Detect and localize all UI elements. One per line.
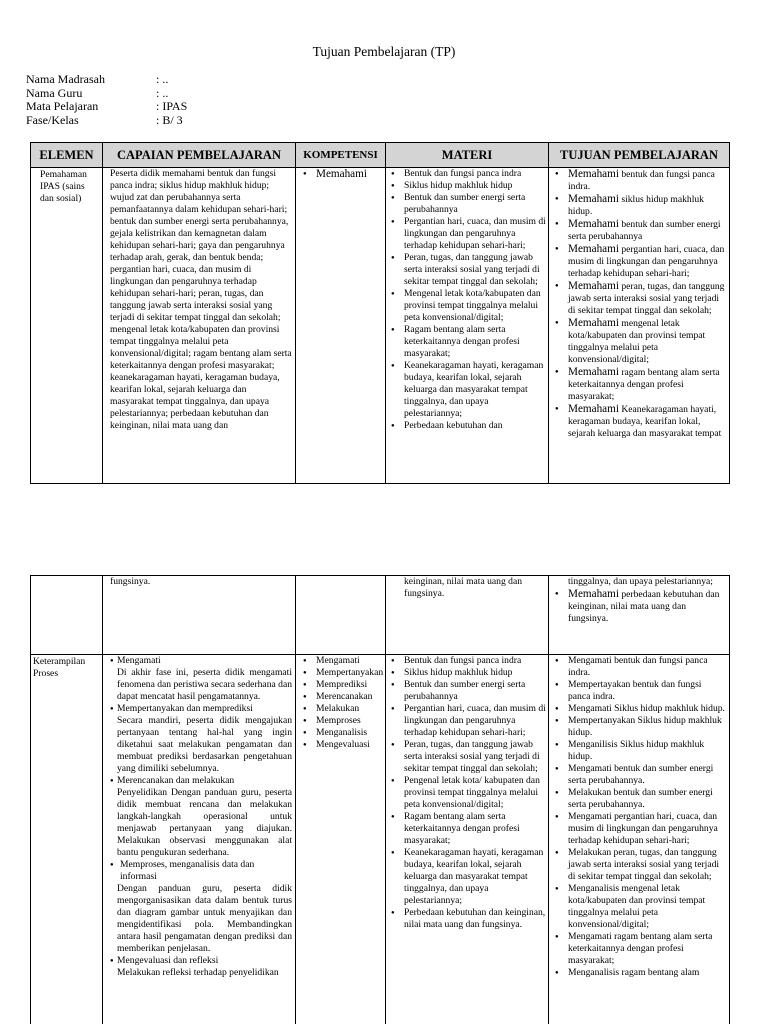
verb: Memahami [568,403,619,415]
header-kompetensi: KOMPETENSI [296,143,386,168]
cell-capaian [103,576,296,655]
list-item: ● Bentuk dan fungsi panca indra [388,168,546,180]
tp-table-part-2 [30,575,730,1024]
list-item: ● Peran, tugas, dan tanggung jawab serta interaksi sosial yang terjadi di sekitar tempat tinggal dan sekolah; [388,739,546,775]
list-item: ● Siklus hidup makhluk hidup [388,180,546,192]
elemen-text: Keterampilan Proses [33,656,86,679]
capaian-text: fungsinya. [110,576,151,587]
list-item [552,403,726,440]
cell-kompetensi [296,576,386,655]
list-item: ● Mengamati Siklus hidup makhluk hidup. [552,703,726,715]
list-item: ● Peran, tugas, dan tanggung jawab serta interaksi sosial yang terjadi di sekitar tempat tinggal dan sekolah; [388,252,546,288]
list-item: ● Pengenal letak kota/ kabupaten dan provinsi tempat tinggalnya melalui peta konvensional/digital; [388,775,546,811]
info-label: Nama Madrasah [26,72,105,86]
info-row-fase [26,114,187,128]
header-tujuan: TUJUAN PEMBELAJARAN [549,143,730,168]
cell-elemen [31,168,103,484]
verb: Memahami [568,317,619,329]
list-item [552,243,726,280]
header-elemen: ELEMEN [31,143,103,168]
list-item [552,218,726,243]
cell-kompetensi [296,168,386,484]
tp-table-part-1 [30,142,730,484]
info-label: Fase/Kelas [26,112,79,127]
list-item: ● Memahami [300,168,382,180]
list-item: ● Pergantian hari, cuaca, dan musim di lingkungan dan pengaruhnya terhadap kehidupan sehari-hari; [388,216,546,252]
tujuan-text: bentuk dan sumber energi serta perubahannya [568,219,721,242]
list-item [552,317,726,366]
list-item: ● Keanekaragaman hayati, keragaman budaya, kearifan lokal, sejarah keluarga dan masyarakat tempat tinggalnya, dan upaya pelestariannya; [388,847,546,907]
info-row-guru [26,87,187,101]
cell-capaian [103,168,296,484]
list-item: ● Mengamati bentuk dan fungsi panca indra. [552,655,726,679]
info-value: : IPAS [156,99,188,113]
capaian-paragraph: Di akhir fase ini, peserta didik mengamati fenomena dan peristiwa secara sederhana dan dapat mencatat hasil pengamatannya. [117,667,292,702]
list-item: ● Ragam bentang alam serta keterkaitannya dengan profesi masyarakat; [388,324,546,360]
list-item: ● Melakukan [300,703,382,715]
page-title: Tujuan Pembelajaran (TP) [312,44,456,59]
list-item: ● Mengenal letak kota/kabupaten dan provinsi tempat tinggalnya melalui peta konvensional/digital; [388,288,546,324]
tujuan-text: pergantian hari, cuaca, dan musim di lingkungan dan pengaruhnya terhadap kehidupan sehari-hari; [568,244,725,279]
list-item: ● Mengamati pergantian hari, cuaca, dan musim di lingkungan dan pengaruhnya terhadap kehidupan sehari-hari; [552,811,726,847]
tujuan-text: tinggalnya, dan upaya pelestariannya; [568,576,713,587]
cell-elemen [31,576,103,655]
list-item [552,588,726,625]
list-item: ● Menganalisis ragam bentang alam [552,967,726,979]
list-item [552,168,726,193]
list-item: ● Menganalisis mengenal letak kota/kabupaten dan provinsi tempat tinggalnya melalui peta konvensional/digital; [552,883,726,931]
list-item: ● Mempertanyakan Siklus hidup makhluk hidup. [552,715,726,739]
capaian-paragraph: Secara mandiri, peserta didik mengajukan pertanyaan tentang hal-hal yang ingin diketahui saat melakukan pengamatan dan membuat prediksi berdasarkan pengetahuan yang dimiliki sebelumnya. [117,715,292,774]
list-item: ● Memprediksi [300,679,382,691]
list-item: ● Merencanakan dan melakukan [110,775,292,787]
verb: Memahami [568,280,619,292]
capaian-paragraph: Melakukan refleksi terhadap penyelidikan [117,967,279,978]
list-item: ● Menganilisis Siklus hidup makhluk hidup. [552,739,726,763]
cell-tujuan [549,576,730,655]
tujuan-text: Keanekaragaman hayati, keragaman budaya, kearifan lokal, sejarah keluarga dan masyarakat tempat [568,404,722,439]
tujuan-text: mengenal letak kota/kabupaten dan provinsi tempat tinggalnya melalui peta konvensional/digital; [568,318,706,365]
info-value: : B/ 3 [156,112,183,127]
tujuan-text: peran, tugas, dan tanggung jawab serta interaksi sosial yang terjadi di sekitar tempat tinggal dan sekolah; [568,281,725,316]
info-label: Mata Pelajaran [26,99,99,113]
capaian-text: Peserta didik memahami bentuk dan fungsi panca indra; siklus hidup makhluk hidup; wujud zat dan perubahannya serta pemanfaatannya dalam kehidupan sehari-hari; bentuk dan sumber energi serta perubahannya, gejala kelistrikan dan kemagnetan dalam kehidupan sehari-hari; gaya dan pengaruhnya terhadap arah, gerak, dan bentuk benda; pergantian hari, cuaca, dan musim di lingkungan dan pengaruhnya terhadap kehidupan sehari-hari; peran, tugas, dan tanggung jawab serta interaksi sosial yang terjadi di sekitar tempat tinggal dan sekolah; mengenal letak kota/kabupaten dan provinsi tempat tinggalnya melalui peta konvensional/digital; ragam bentang alam serta keterkaitannya dengan profesi masyarakat; keanekaragaman hayati, keragaman budaya, kearifan lokal, sejarah keluarga dan masyarakat tempat tinggalnya, dan upaya pelestariannya; perbedaan kebutuhan dan keinginan, nilai mata uang dan [110,168,292,431]
list-item: ● Keanekaragaman hayati, keragaman budaya, kearifan lokal, sejarah keluarga dan masyarakat tempat tinggalnya, dan upaya pelestariannya; [388,360,546,420]
list-item: ● Siklus hidup makhluk hidup [388,667,546,679]
list-item [552,193,726,218]
verb: Memahami [568,168,619,180]
elemen-text: Pemahaman IPAS (sains dan sosial) [40,169,87,204]
verb: Memahami [568,366,619,378]
cell-materi [386,168,549,484]
info-row-madrasah [26,73,187,87]
tujuan-text: ragam bentang alam serta keterkaitannya dengan profesi masyarakat; [568,367,720,402]
list-item: ● Pergantian hari, cuaca, dan musim di lingkungan dan pengaruhnya terhadap kehidupan sehari-hari; [388,703,546,739]
list-item: ● Mengevaluasi dan refleksi [110,955,292,967]
info-label: Nama Guru [26,85,83,100]
tujuan-text: siklus hidup makhluk hidup. [568,194,704,217]
verb: Memahami [568,588,619,600]
cell-materi [386,655,549,1024]
table-row [31,576,730,655]
list-item: ● Mengamati bentuk dan sumber energi serta perubahannya. [552,763,726,787]
list-item: ● Mempertanyakan dan memprediksi [110,703,292,715]
list-item: ● Mengamati [110,655,292,667]
capaian-paragraph: Dengan panduan guru, peserta didik mengorganisasikan data dalam bentuk turus dan diagram gambar untuk menyajikan dan mengidentifikasi pola. Membandingkan antara hasil pengamatan dengan prediksi dan memberikan penjelasan. [117,883,292,954]
cell-materi [386,576,549,655]
list-item: ● Bentuk dan fungsi panca indra [388,655,546,667]
table-header-row [31,143,730,168]
list-item: ● Mengevaluasi [300,739,382,751]
list-item: ● Merencanakan [300,691,382,703]
list-item: ● Perbedaan kebutuhan dan keinginan, nilai mata uang dan fungsinya. [388,907,546,931]
list-item [552,366,726,403]
header-materi: MATERI [386,143,549,168]
verb: Memahami [568,243,619,255]
list-item: ● Bentuk dan sumber energi serta perubahannya [388,679,546,703]
cell-elemen [31,655,103,1024]
list-item: ● Perbedaan kebutuhan dan [388,420,546,432]
table-row [31,168,730,484]
list-item: ● Mengamati ragam bentang alam serta keterkaitannya dengan profesi masyarakat; [552,931,726,967]
list-item: ● Mempertanyakan [300,667,382,679]
list-item: ● Menganalisis [300,727,382,739]
identity-block [26,73,187,127]
cell-capaian [103,655,296,1024]
table-row [31,655,730,1024]
list-item: ● Mengamati [300,655,382,667]
verb: Memahami [568,193,619,205]
list-item [552,280,726,317]
header-capaian: CAPAIAN PEMBELAJARAN [103,143,296,168]
cell-tujuan [549,168,730,484]
cell-kompetensi [296,655,386,1024]
materi-text: keinginan, nilai mata uang dan fungsinya. [404,576,523,599]
verb: Memahami [568,218,619,230]
info-value: : .. [156,85,169,100]
list-item: ● Melakukan peran, tugas, dan tanggung jawab serta interaksi sosial yang terjadi di sekitar tempat tinggal dan sekolah; [552,847,726,883]
tujuan-text: perbedaan kebutuhan dan keinginan, nilai mata uang dan fungsinya. [568,589,720,624]
list-item: ● Ragam bentang alam serta keterkaitannya dengan profesi masyarakat; [388,811,546,847]
info-row-mapel [26,100,187,114]
list-item: ● Memproses [300,715,382,727]
cell-tujuan [549,655,730,1024]
capaian-paragraph: Penyelidikan Dengan panduan guru, peserta didik membuat rencana dan melakukan langkah-langkah operasional untuk menjawab pertanyaan yang diajukan. Melakukan observasi menggunakan alat bantu pengukuran sederhana. [117,787,292,858]
list-item: ● Bentuk dan sumber energi serta perubahannya [388,192,546,216]
list-item: ● Mempertayakan bentuk dan fungsi panca indra. [552,679,726,703]
info-value: : .. [156,72,169,86]
list-item: ● Memproses, menganalisis data dan informasi [110,859,292,883]
list-item: ● Melakukan bentuk dan sumber energi serta perubahannya. [552,787,726,811]
tujuan-text: bentuk dan fungsi panca indra. [568,169,715,192]
